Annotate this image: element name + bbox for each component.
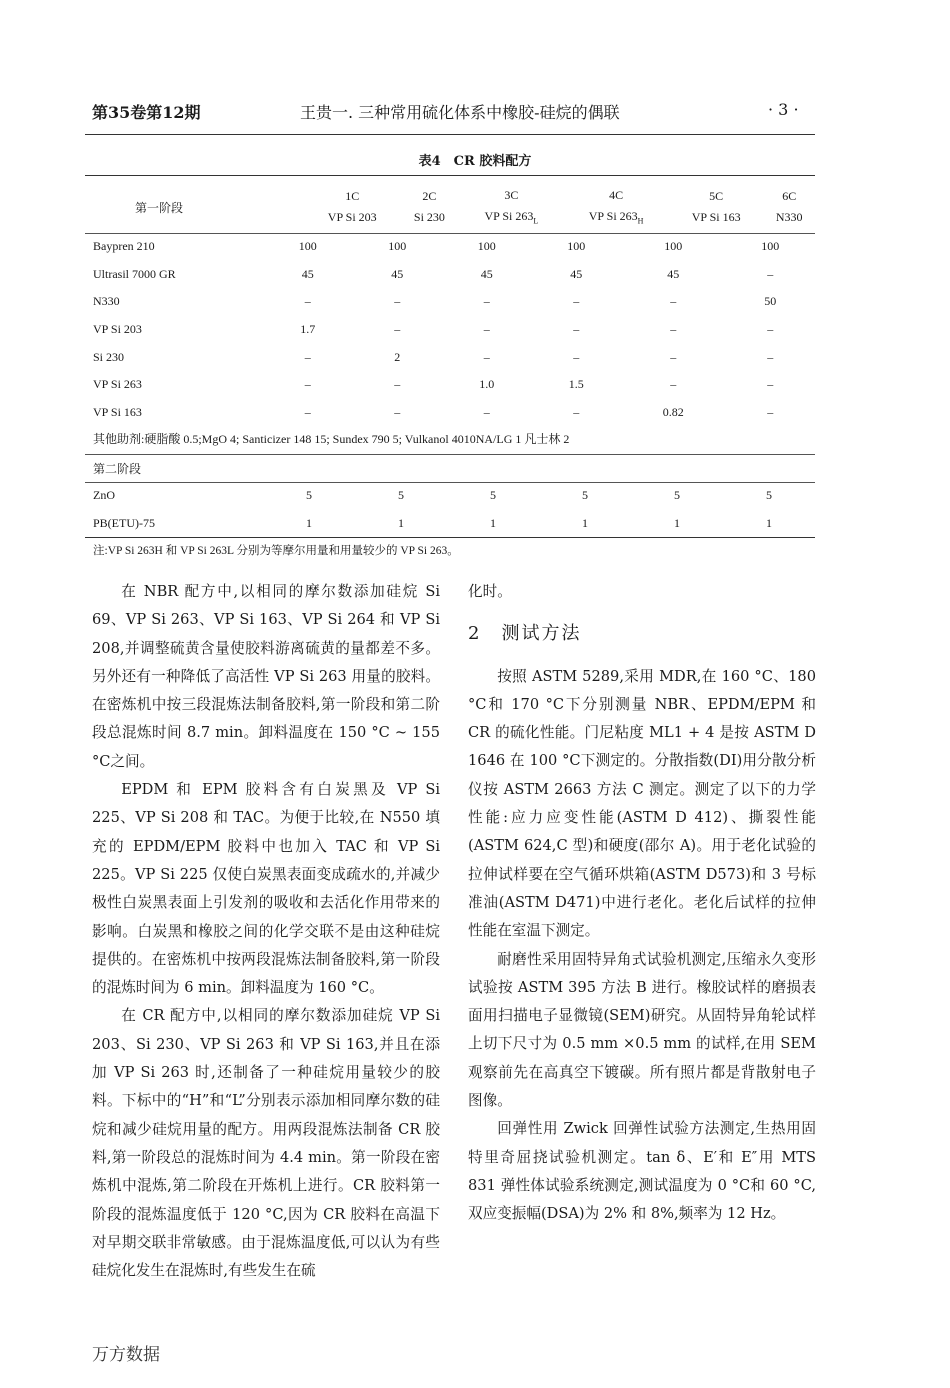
table-cell: 5 xyxy=(674,488,680,503)
paragraph: 在 CR 配方中,以相同的摩尔数添加硅烷 VP Si 203、Si 230、VP Si 263 和 VP Si 163,并且在添加 VP Si 263 时,还制备了一种硅烷用量较少的胶料。下标中的“H”和“L”分别表示添加相同摩尔数的硅烷和减少硅烷用量的配方。用两段混炼法制备 CR 胶料,第一阶段总的混炼时间为 4.4 min。第一阶段在密炼机中混炼,第二阶段在开炼机上进行。CR 胶料第一阶段的混炼温度低于 120 °C,因为 CR 胶料在高温下对早期交联非常敏感。由于混炼温度低,可以认为有些硅烷化发生在混炼时,有些发生在硫 xyxy=(92,1007,440,1280)
table-cell: 1 xyxy=(490,515,496,530)
table-cell: 5 xyxy=(398,488,404,503)
stage2-rows xyxy=(85,482,815,537)
table-cell: – xyxy=(483,294,490,309)
table-cell: – xyxy=(304,377,311,392)
row-label: Si 230 xyxy=(93,349,125,364)
table-note-text: 注:VP Si 263H 和 VP Si 263L 分别为等摩尔用量和用量较少的 VP Si 263。 xyxy=(93,545,459,557)
table-cell: 1 xyxy=(674,515,680,530)
table-cell: – xyxy=(304,349,311,364)
column-subscript: L xyxy=(533,216,539,226)
header-rule xyxy=(85,134,815,135)
table-cell: 45 xyxy=(301,266,314,281)
table-cell: 0.82 xyxy=(662,404,684,419)
table-cell: 1 xyxy=(306,515,312,530)
table-row xyxy=(85,233,815,261)
row-label: VP Si 203 xyxy=(93,322,142,337)
table-cell: – xyxy=(670,322,677,337)
table-cell: 5 xyxy=(766,488,772,503)
table-cell: 100 xyxy=(477,239,496,254)
journal-issue: 第35卷第12期 xyxy=(92,103,201,122)
column-name xyxy=(305,210,399,225)
other-additives: 其他助剂:硬脂酸 0.5;MgO 4; Santicizer 148 15; Sundex 790 5; Vulkanol 4010NA/LG 1 凡士林 2 xyxy=(93,432,570,446)
stage1-label: 第一阶段 xyxy=(135,200,184,215)
table-cell: 1.7 xyxy=(300,322,316,337)
table-cell: 45 xyxy=(570,266,583,281)
column-header xyxy=(563,180,669,234)
column-name xyxy=(669,210,763,225)
table-cell: – xyxy=(304,294,311,309)
formulation-table xyxy=(85,180,815,234)
column-id: 4C xyxy=(609,188,624,203)
column-id: 6C xyxy=(782,189,797,203)
column-id: 3C xyxy=(504,188,519,203)
table-cell: 100 xyxy=(388,239,407,254)
table-note xyxy=(93,542,459,558)
page-number: · 3 · xyxy=(768,100,799,119)
table-cell: – xyxy=(767,349,774,364)
table-cell: 1 xyxy=(582,515,588,530)
table-cell: 1.5 xyxy=(568,377,584,392)
column-subscript: H xyxy=(637,216,644,226)
table-row xyxy=(85,343,815,371)
left-column xyxy=(92,578,440,1285)
row-label: VP Si 263 xyxy=(93,377,142,392)
running-title: 王贵一. 三种常用硫化体系中橡胶-硅烷的偶联 xyxy=(300,103,620,122)
column-header xyxy=(459,180,563,234)
column-header xyxy=(305,180,399,234)
table-cell: 2 xyxy=(394,349,401,364)
row-label: Baypren 210 xyxy=(93,239,155,254)
table-cell: 100 xyxy=(298,239,317,254)
table-cell: 1.0 xyxy=(479,377,495,392)
table-cell: – xyxy=(483,349,490,364)
table-cell: – xyxy=(767,404,774,419)
table-cell: 1 xyxy=(398,515,404,530)
table-cell: – xyxy=(394,377,401,392)
table-bottom-rule xyxy=(85,537,815,538)
table-row xyxy=(85,510,815,538)
table-cell: 1 xyxy=(766,515,772,530)
table-cell: – xyxy=(573,349,580,364)
table-row xyxy=(85,261,815,289)
column-name xyxy=(459,209,563,225)
table-cell: – xyxy=(573,322,580,337)
table-cell: – xyxy=(483,404,490,419)
section-heading: 2 测试方法 xyxy=(468,623,582,645)
table-cell: – xyxy=(394,404,401,419)
paragraph: 按照 ASTM 5289,采用 MDR,在 160 °C、180 °C和 170 °C下分别测量 NBR、EPDM/EPM 和 CR 的硫化性能。门尼粘度 ML1 + 4 是按 ASTM D 1646 在 100 °C下测定的。分散指数(DI)用分散分析仪按 ASTM 2663 方法 C 测定。测定了以下的力学性能:应力应变性能(ASTM D 412)、撕裂性能(ASTM 624,C 型)和硬度(邵尔 A)。用于老化试验的拉伸试样要在空气循环烘箱(ASTM D573)和 3 号标准油(ASTM D471)中进行老化。老化后试样的拉伸性能在室温下测定。 xyxy=(468,667,816,940)
paragraph-continuation: 化时。 xyxy=(468,583,512,600)
paragraph: 在 NBR 配方中,以相同的摩尔数添加硅烷 Si 69、VP Si 263、VP Si 163、VP Si 264 和 VP Si 208,并调整硫黄含量使胶料游离硫黄的量都差不多。另外还有一种降低了高活性 VP Si 263 用量的胶料。在密炼机中按三段混炼法制备胶料,第一阶段和第二阶段总混炼时间 8.7 min。卸料温度在 150 °C ~ 155 °C之间。 xyxy=(92,583,440,770)
table-cell: – xyxy=(670,294,677,309)
table-header-row xyxy=(85,180,815,234)
table-cell: 5 xyxy=(306,488,312,503)
table-cell: 5 xyxy=(490,488,496,503)
right-column xyxy=(468,578,816,1229)
column-name-text: VP Si 163 xyxy=(691,210,741,224)
table-cell: 45 xyxy=(667,266,680,281)
row-label: N330 xyxy=(93,294,120,309)
row-label: ZnO xyxy=(93,488,115,503)
column-id: 2C xyxy=(422,189,437,203)
column-name-text: VP Si 203 xyxy=(327,210,377,224)
table-caption: 表4 CR 胶料配方 xyxy=(418,154,532,169)
column-header xyxy=(399,180,459,234)
table-row xyxy=(85,316,815,344)
paragraph: EPDM 和 EPM 胶料含有白炭黑及 VP Si 225、VP Si 208 和 TAC。为便于比较,在 N550 填充的 EPDM/EPM 胶料中也加入 TAC 和 VP Si 225。VP Si 225 仅使白炭黑表面变成疏水的,并减少极性白炭黑表面上引发剂的吸收和去活化作用带来的影响。白炭黑和橡胶之间的化学交联不是由这种硅烷提供的。在密炼机中按两段混炼法制备胶料,第一阶段的混炼时间为 6 min。卸料温度为 160 °C。 xyxy=(92,781,440,997)
table-row xyxy=(85,288,815,316)
row-label: Ultrasil 7000 GR xyxy=(93,266,176,281)
table-top-rule xyxy=(85,175,815,176)
stage2-top-rule xyxy=(85,454,815,455)
watermark-footer: 万方数据 xyxy=(92,1345,160,1365)
table-cell: – xyxy=(573,294,580,309)
table-row xyxy=(85,399,815,427)
table-cell: – xyxy=(670,377,677,392)
table-cell: 50 xyxy=(764,294,777,309)
column-name-text: VP Si 263 xyxy=(484,209,534,224)
column-id: 1C xyxy=(345,189,360,203)
row-label: VP Si 163 xyxy=(93,404,142,419)
table-cell: – xyxy=(670,349,677,364)
table-cell: – xyxy=(767,377,774,392)
table-row xyxy=(85,482,815,510)
table-cell: 100 xyxy=(664,239,683,254)
table-cell: – xyxy=(483,322,490,337)
column-name xyxy=(763,210,815,225)
column-header xyxy=(669,180,763,234)
stage1-rows xyxy=(85,233,815,426)
table-cell: – xyxy=(767,322,774,337)
table-row xyxy=(85,371,815,399)
column-name xyxy=(399,210,459,225)
column-header xyxy=(763,180,815,234)
row-label: PB(ETU)-75 xyxy=(93,515,155,530)
column-name xyxy=(563,209,669,225)
table-cell: 45 xyxy=(391,266,404,281)
table-cell: – xyxy=(767,266,774,281)
table-cell: – xyxy=(394,294,401,309)
column-name-text: VP Si 263 xyxy=(588,209,638,224)
table-cell: – xyxy=(573,404,580,419)
table-cell: 100 xyxy=(567,239,586,254)
paragraph: 回弹性用 Zwick 回弹性试验方法测定,生热用固特里奇屈挠试验机测定。tan δ、E′和 E″用 MTS 831 弹性体试验系统测定,测试温度为 0 °C和 60 °C,双应变振幅(DSA)为 2% 和 8%,频率为 12 Hz。 xyxy=(468,1120,816,1223)
table-cell: – xyxy=(394,322,401,337)
column-name-text: N330 xyxy=(775,210,803,224)
table-cell: 45 xyxy=(480,266,493,281)
table-cell: 100 xyxy=(761,239,780,254)
stage2-label: 第二阶段 xyxy=(93,462,142,476)
paragraph: 耐磨性采用固特异角式试验机测定,压缩永久变形试验按 ASTM 395 方法 B 进行。橡胶试样的磨损表面用扫描电子显微镜(SEM)研究。从固特异角轮试样上切下尺寸为 0.5 mm ×0.5 mm 的试样,在用 SEM 观察前先在高真空下镀碳。所有照片都是背散射电子图像。 xyxy=(468,950,816,1110)
table-cell: – xyxy=(304,404,311,419)
table-cell: 5 xyxy=(582,488,588,503)
column-id: 5C xyxy=(709,189,724,203)
column-name-text: Si 230 xyxy=(413,210,445,224)
